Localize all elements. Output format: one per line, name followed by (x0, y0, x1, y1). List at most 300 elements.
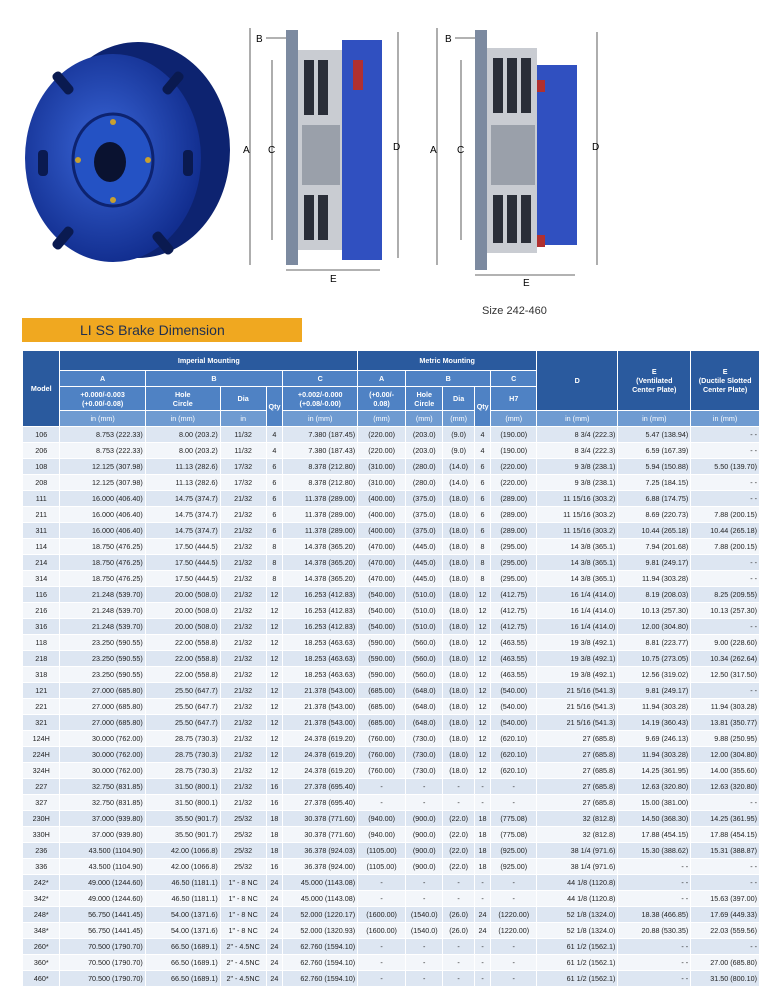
table-cell: (1600.00) (358, 923, 406, 939)
table-cell: 21/32 (220, 539, 266, 555)
table-cell: (470.00) (358, 555, 406, 571)
table-cell: 21 5/16 (541.3) (537, 699, 618, 715)
table-cell: 66.50 (1689.1) (145, 971, 220, 987)
table-cell: 61 1/2 (1562.1) (537, 939, 618, 955)
table-cell: (295.00) (491, 555, 537, 571)
table-cell: 330H (23, 827, 60, 843)
table-row (23, 651, 760, 667)
table-cell: 22.00 (558.8) (145, 635, 220, 651)
table-row (23, 523, 760, 539)
table-cell: 27 (685.8) (537, 731, 618, 747)
table-cell: 4 (474, 443, 491, 459)
table-cell: (18.0) (443, 651, 474, 667)
table-cell: - (491, 939, 537, 955)
table-cell: - (474, 955, 491, 971)
table-cell: (775.08) (491, 811, 537, 827)
table-row (23, 539, 760, 555)
table-cell: (18.0) (443, 587, 474, 603)
table-cell: 27.000 (685.80) (60, 699, 145, 715)
table-cell: (220.00) (491, 459, 537, 475)
table-cell: 7.380 (187.45) (283, 427, 358, 443)
table-cell: (560.0) (406, 635, 443, 651)
table-cell: (900.0) (406, 859, 443, 875)
table-cell: 27.00 (685.80) (691, 955, 760, 971)
table-cell: (620.10) (491, 731, 537, 747)
table-cell: 1" - 8 NC (220, 875, 266, 891)
table-cell: - - (691, 619, 760, 635)
table-cell: 27.000 (685.80) (60, 715, 145, 731)
header-met-a-tol: (+0.00/- 0.08) (358, 387, 406, 411)
table-cell: (220.00) (491, 475, 537, 491)
table-cell: 18 (474, 843, 491, 859)
table-cell: - (406, 891, 443, 907)
table-cell: 24.378 (619.20) (283, 763, 358, 779)
table-cell: - (491, 955, 537, 971)
table-cell: 12 (266, 683, 283, 699)
table-cell: 44 1/8 (1120.8) (537, 891, 618, 907)
table-cell: - (443, 939, 474, 955)
table-cell: 28.75 (730.3) (145, 747, 220, 763)
table-cell: 21/32 (220, 523, 266, 539)
table-row (23, 939, 760, 955)
table-cell: - (406, 875, 443, 891)
table-cell: (18.0) (443, 763, 474, 779)
table-cell: 45.000 (1143.08) (283, 875, 358, 891)
table-cell: (760.00) (358, 731, 406, 747)
table-cell: 8.753 (222.33) (60, 427, 145, 443)
table-cell: - (474, 891, 491, 907)
table-cell: 38 1/4 (971.6) (537, 859, 618, 875)
table-cell: (900.0) (406, 811, 443, 827)
table-cell: 2" - 4.5NC (220, 955, 266, 971)
table-cell: 14 3/8 (365.1) (537, 539, 618, 555)
table-cell: (463.55) (491, 651, 537, 667)
table-cell: 31.50 (800.1) (145, 779, 220, 795)
table-cell: 49.000 (1244.60) (60, 875, 145, 891)
table-cell: (375.0) (406, 491, 443, 507)
table-cell: 7.88 (200.15) (691, 507, 760, 523)
table-cell: (190.00) (491, 427, 537, 443)
table-cell: 46.50 (1181.1) (145, 875, 220, 891)
table-cell: - (406, 955, 443, 971)
table-cell: 27.378 (695.40) (283, 795, 358, 811)
table-cell: 206 (23, 443, 60, 459)
table-cell: 8.378 (212.80) (283, 475, 358, 491)
dim-label-e: E (523, 278, 530, 289)
table-cell: 31.50 (800.10) (691, 971, 760, 987)
table-row (23, 443, 760, 459)
table-row (23, 763, 760, 779)
table-cell: (1540.0) (406, 907, 443, 923)
table-row (23, 907, 760, 923)
table-cell: 27 (685.8) (537, 795, 618, 811)
table-cell: 321 (23, 715, 60, 731)
table-cell: - - (691, 491, 760, 507)
header-met-qty: Qty (474, 387, 491, 427)
table-cell: 24 (266, 971, 283, 987)
table-cell: 1" - 8 NC (220, 891, 266, 907)
table-cell: 30.378 (771.60) (283, 811, 358, 827)
table-cell: 211 (23, 507, 60, 523)
table-cell: 27 (685.8) (537, 747, 618, 763)
table-row (23, 507, 760, 523)
table-cell: 30.000 (762.00) (60, 763, 145, 779)
table-cell: 24 (474, 923, 491, 939)
brake-product-photo (18, 30, 233, 280)
table-cell: 14.50 (368.30) (618, 811, 691, 827)
table-cell: - - (618, 955, 691, 971)
unit-cell: in (220, 411, 266, 427)
header-met-dia: Dia (443, 387, 474, 411)
table-cell: (940.00) (358, 827, 406, 843)
table-cell: (620.10) (491, 747, 537, 763)
table-cell: - - (691, 571, 760, 587)
table-cell: 8 (266, 571, 283, 587)
table-cell: (463.55) (491, 635, 537, 651)
table-cell: 56.750 (1441.45) (60, 923, 145, 939)
table-cell: 21 5/16 (541.3) (537, 715, 618, 731)
table-cell: 25.50 (647.7) (145, 699, 220, 715)
dim-label-b: B (256, 34, 263, 45)
table-cell: 10.13 (257.30) (618, 603, 691, 619)
table-cell: (540.00) (358, 587, 406, 603)
table-cell: (940.00) (358, 811, 406, 827)
table-cell: 49.000 (1244.60) (60, 891, 145, 907)
table-cell: 12 (266, 699, 283, 715)
table-cell: 16.253 (412.83) (283, 603, 358, 619)
table-cell: 19 3/8 (492.1) (537, 635, 618, 651)
table-cell: 21.378 (543.00) (283, 699, 358, 715)
header-metric: Metric Mounting (358, 351, 537, 371)
header-met-h7: H7 (491, 387, 537, 411)
table-cell: 4 (474, 427, 491, 443)
table-cell: 10.75 (273.05) (618, 651, 691, 667)
table-cell: (14.0) (443, 459, 474, 475)
table-cell: (540.00) (358, 603, 406, 619)
table-cell: (590.00) (358, 667, 406, 683)
table-cell: 8 (266, 555, 283, 571)
table-cell: (560.0) (406, 651, 443, 667)
table-cell: 17.69 (449.33) (691, 907, 760, 923)
table-cell: 12 (266, 715, 283, 731)
table-cell: (22.0) (443, 827, 474, 843)
table-cell: (400.00) (358, 507, 406, 523)
table-cell: 23.250 (590.55) (60, 635, 145, 651)
header-e-ventilated: E (Ventilated Center Plate) (618, 351, 691, 411)
table-cell: (289.00) (491, 491, 537, 507)
table-cell: (1540.0) (406, 923, 443, 939)
table-cell: - (358, 875, 406, 891)
table-cell: 12 (474, 699, 491, 715)
table-cell: 6 (474, 491, 491, 507)
table-cell: 70.500 (1790.70) (60, 971, 145, 987)
table-cell: 12 (474, 763, 491, 779)
table-cell: (203.0) (406, 443, 443, 459)
table-cell: 21.248 (539.70) (60, 619, 145, 635)
table-cell: (900.0) (406, 827, 443, 843)
table-cell: 16.000 (406.40) (60, 523, 145, 539)
header-imp-c: C (283, 371, 358, 387)
table-cell: (540.00) (491, 715, 537, 731)
table-cell: 10.44 (265.18) (691, 523, 760, 539)
table-cell: - (474, 875, 491, 891)
table-cell: 21/32 (220, 587, 266, 603)
table-cell: (470.00) (358, 539, 406, 555)
table-cell: 21/32 (220, 731, 266, 747)
table-cell: 10.13 (257.30) (691, 603, 760, 619)
unit-cell: in (mm) (60, 411, 145, 427)
table-cell: 224H (23, 747, 60, 763)
table-cell: 8 (266, 539, 283, 555)
table-cell: (900.0) (406, 843, 443, 859)
table-cell: (760.00) (358, 763, 406, 779)
table-cell: - (358, 779, 406, 795)
table-cell: - (443, 891, 474, 907)
table-cell: (463.55) (491, 667, 537, 683)
table-cell: 28.75 (730.3) (145, 763, 220, 779)
table-cell: 12.125 (307.98) (60, 459, 145, 475)
table-cell: 2" - 4.5NC (220, 939, 266, 955)
table-cell: 21 5/16 (541.3) (537, 683, 618, 699)
table-cell: 8.69 (220.73) (618, 507, 691, 523)
table-cell: 318 (23, 667, 60, 683)
table-cell: 21.378 (543.00) (283, 715, 358, 731)
table-cell: 12 (474, 731, 491, 747)
table-cell: 21/32 (220, 571, 266, 587)
table-cell: 20.00 (508.0) (145, 619, 220, 635)
table-cell: 230H (23, 811, 60, 827)
table-cell: 21/32 (220, 683, 266, 699)
table-cell: 24 (266, 907, 283, 923)
table-cell: (190.00) (491, 443, 537, 459)
table-cell: 21/32 (220, 747, 266, 763)
table-cell: 30.378 (771.60) (283, 827, 358, 843)
table-cell: 8.25 (209.55) (691, 587, 760, 603)
table-cell: 36.378 (924.00) (283, 859, 358, 875)
cross-section-drawing (238, 20, 413, 290)
table-cell: 66.50 (1689.1) (145, 955, 220, 971)
table-cell: - (474, 795, 491, 811)
table-cell: (540.00) (491, 699, 537, 715)
table-cell: 12 (266, 731, 283, 747)
table-cell: 8 (474, 555, 491, 571)
table-cell: 12 (266, 603, 283, 619)
table-cell: - (443, 779, 474, 795)
table-cell: 10.34 (262.64) (691, 651, 760, 667)
table-cell: 7.88 (200.15) (691, 539, 760, 555)
table-cell: - (443, 795, 474, 811)
table-cell: 460* (23, 971, 60, 987)
table-cell: (18.0) (443, 603, 474, 619)
table-cell: 8.00 (203.2) (145, 443, 220, 459)
table-cell: 17.88 (454.15) (618, 827, 691, 843)
table-cell: 61 1/2 (1562.1) (537, 955, 618, 971)
table-cell: 27.378 (695.40) (283, 779, 358, 795)
table-cell: 18.38 (466.85) (618, 907, 691, 923)
table-cell: - - (691, 427, 760, 443)
table-cell: 6.59 (167.39) (618, 443, 691, 459)
table-cell: 327 (23, 795, 60, 811)
table-cell: 5.50 (139.70) (691, 459, 760, 475)
table-cell: 6 (266, 491, 283, 507)
table-cell: 16 (266, 859, 283, 875)
header-imp-qty: Qty (266, 387, 283, 427)
table-cell: 7.25 (184.15) (618, 475, 691, 491)
table-cell: (1600.00) (358, 907, 406, 923)
table-cell: 70.500 (1790.70) (60, 939, 145, 955)
table-cell: (730.0) (406, 731, 443, 747)
table-cell: 248* (23, 907, 60, 923)
table-cell: 106 (23, 427, 60, 443)
table-cell: 14.378 (365.20) (283, 555, 358, 571)
table-cell: 25.50 (647.7) (145, 683, 220, 699)
table-cell: 4 (266, 427, 283, 443)
table-row (23, 875, 760, 891)
table-cell: 30.000 (762.00) (60, 731, 145, 747)
table-row (23, 571, 760, 587)
table-cell: 24 (266, 875, 283, 891)
table-cell: 18 (474, 811, 491, 827)
table-cell: 21/32 (220, 763, 266, 779)
table-cell: - (443, 955, 474, 971)
table-cell: (730.0) (406, 763, 443, 779)
table-cell: 1" - 8 NC (220, 923, 266, 939)
table-cell: 32.750 (831.85) (60, 795, 145, 811)
header-e-ductile: E (Ductile Slotted Center Plate) (691, 351, 760, 411)
table-cell: 18 (266, 811, 283, 827)
table-row (23, 923, 760, 939)
table-cell: 18.750 (476.25) (60, 555, 145, 571)
table-cell: 208 (23, 475, 60, 491)
table-cell: 24 (266, 939, 283, 955)
table-cell: 17/32 (220, 459, 266, 475)
table-cell: 32 (812.8) (537, 827, 618, 843)
table-cell: 54.00 (1371.6) (145, 907, 220, 923)
table-cell: 27 (685.8) (537, 779, 618, 795)
header-met-b: B (406, 371, 491, 387)
table-cell: (18.0) (443, 555, 474, 571)
table-cell: (14.0) (443, 475, 474, 491)
header-imp-hole-circle: Hole Circle (145, 387, 220, 411)
table-cell: 11/32 (220, 427, 266, 443)
table-cell: 2" - 4.5NC (220, 971, 266, 987)
table-cell: 21/32 (220, 715, 266, 731)
table-cell: (295.00) (491, 571, 537, 587)
table-cell: (400.00) (358, 523, 406, 539)
table-cell: 15.30 (388.62) (618, 843, 691, 859)
table-cell: - (358, 955, 406, 971)
table-cell: 5.47 (138.94) (618, 427, 691, 443)
table-cell: (22.0) (443, 859, 474, 875)
table-cell: 23.250 (590.55) (60, 667, 145, 683)
table-cell: (289.00) (491, 507, 537, 523)
table-cell: 61 1/2 (1562.1) (537, 971, 618, 987)
dim-label-c: C (268, 145, 276, 156)
table-cell: 21/32 (220, 491, 266, 507)
table-cell: 22.00 (558.8) (145, 651, 220, 667)
table-cell: (310.00) (358, 459, 406, 475)
table-row (23, 603, 760, 619)
table-cell: 8 3/4 (222.3) (537, 443, 618, 459)
table-cell: 66.50 (1689.1) (145, 939, 220, 955)
header-imp-a: A (60, 371, 145, 387)
table-cell: 15.63 (397.00) (691, 891, 760, 907)
table-cell: (648.0) (406, 699, 443, 715)
table-cell: - (474, 779, 491, 795)
table-cell: 27 (685.8) (537, 763, 618, 779)
table-cell: (18.0) (443, 731, 474, 747)
table-cell: 12 (474, 635, 491, 651)
table-cell: - - (618, 859, 691, 875)
table-cell: 12 (266, 763, 283, 779)
table-cell: 6.88 (174.75) (618, 491, 691, 507)
table-cell: 316 (23, 619, 60, 635)
table-row (23, 843, 760, 859)
table-cell: (203.0) (406, 427, 443, 443)
table-cell: 15.31 (388.87) (691, 843, 760, 859)
table-cell: 12 (474, 715, 491, 731)
table-cell: - - (691, 795, 760, 811)
unit-cell: in (mm) (618, 411, 691, 427)
table-cell: (18.0) (443, 747, 474, 763)
table-cell: 9 3/8 (238.1) (537, 475, 618, 491)
header-imp-dia: Dia (220, 387, 266, 411)
table-cell: - (358, 795, 406, 811)
table-cell: 35.50 (901.7) (145, 827, 220, 843)
table-cell: 9 3/8 (238.1) (537, 459, 618, 475)
table-cell: 21/32 (220, 779, 266, 795)
table-cell: 11.94 (303.28) (618, 699, 691, 715)
header-model: Model (23, 351, 60, 427)
table-cell: (18.0) (443, 635, 474, 651)
table-cell: 348* (23, 923, 60, 939)
table-cell: - (358, 891, 406, 907)
table-row (23, 859, 760, 875)
table-cell: 35.50 (901.7) (145, 811, 220, 827)
table-cell: 12 (266, 651, 283, 667)
table-cell: - - (691, 875, 760, 891)
table-row (23, 779, 760, 795)
table-cell: 12 (474, 747, 491, 763)
cross-section-drawing-large (425, 20, 615, 290)
table-cell: (685.00) (358, 699, 406, 715)
table-cell: - (443, 875, 474, 891)
table-row (23, 491, 760, 507)
table-cell: 12.63 (320.80) (618, 779, 691, 795)
header-imp-c-tol: +0.002/-0.000 (+0.08/-0.00) (283, 387, 358, 411)
table-cell: 5.94 (150.88) (618, 459, 691, 475)
table-cell: 43.500 (1104.90) (60, 843, 145, 859)
table-cell: 124H (23, 731, 60, 747)
table-cell: 121 (23, 683, 60, 699)
table-row (23, 587, 760, 603)
dimension-table-body (23, 427, 760, 987)
table-cell: (18.0) (443, 715, 474, 731)
unit-cell: in (mm) (537, 411, 618, 427)
table-cell: 21.378 (543.00) (283, 683, 358, 699)
table-cell: 12 (266, 619, 283, 635)
table-cell: 8.753 (222.33) (60, 443, 145, 459)
table-cell: 37.000 (939.80) (60, 811, 145, 827)
table-cell: 11 15/16 (303.2) (537, 523, 618, 539)
table-row (23, 747, 760, 763)
table-cell: 18 (266, 843, 283, 859)
table-cell: 221 (23, 699, 60, 715)
table-cell: (925.00) (491, 859, 537, 875)
table-cell: 12.63 (320.80) (691, 779, 760, 795)
table-cell: 9.00 (228.60) (691, 635, 760, 651)
dimension-table (22, 350, 760, 987)
